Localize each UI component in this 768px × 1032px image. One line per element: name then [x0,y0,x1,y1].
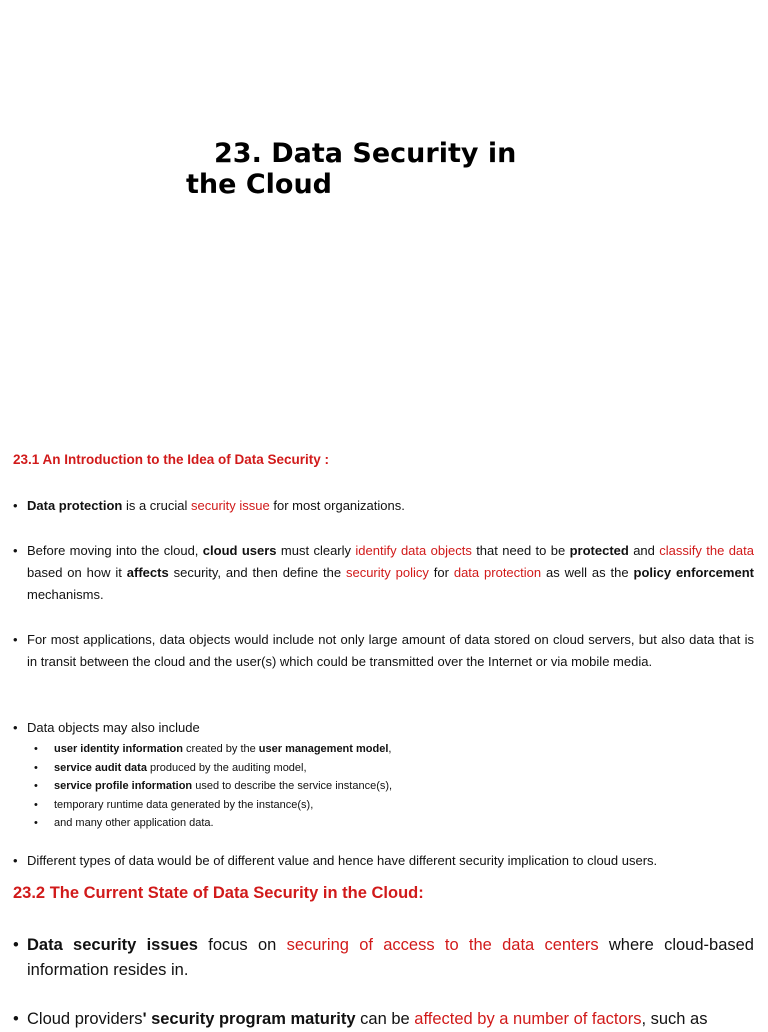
clipped-bullet-container [0,850,768,868]
list-item: • and many other application data. [34,814,392,833]
bullet-cloud-providers: • Cloud providers' security program maturity can be affected by a number of factors, such as [13,1007,754,1032]
bullet-data-objects: • Data objects may also include [13,717,754,739]
bullet-different-types: • Different types of data would be of different value and hence have different security implication to cloud users. [13,850,754,868]
section-heading-23-1: 23.1 An Introduction to the Idea of Data Security : [13,452,330,467]
bullet-dot: • [13,1010,19,1028]
list-item: • service profile information used to describe the service instance(s), [34,777,392,796]
section-heading-23-2: 23.2 The Current State of Data Security in the Cloud: [13,884,424,902]
bullet-dot: • [13,720,18,735]
slide-title-line2: the Cloud [186,169,333,200]
slide-title-line1: 23. Data Security in [214,138,517,169]
bullet-most-applications: • For most applications, data objects would include not only large amount of data stored on cloud servers, but also data that is in transit between the cloud and the user(s) which could be transmitted over the Internet or via mobile media. [13,629,754,673]
bullet-data-security-issues: • Data security issues focus on securing of access to the data centers where cloud-based information resides in. [13,933,754,983]
bullet-dot: • [13,543,18,558]
bullet-dot: • [13,936,19,954]
data-objects-sublist [34,740,392,833]
list-item: • temporary runtime data generated by the instance(s), [34,796,392,815]
bullet-before-moving: • Before moving into the cloud, cloud users must clearly identify data objects that need to be protected and classify the data based on how it affects security, and then define the security policy for data protection as well as the policy enforcement mechanisms. [13,540,754,606]
bullet-dot: • [13,632,18,647]
slide-title [186,138,566,200]
list-item: • service audit data produced by the auditing model, [34,759,392,778]
bullet-dot: • [13,853,18,868]
bullet-dot: • [13,498,18,513]
list-item: • user identity information created by the user management model, [34,740,392,759]
bullet-data-protection: • Data protection is a crucial security issue for most organizations. [13,495,754,517]
